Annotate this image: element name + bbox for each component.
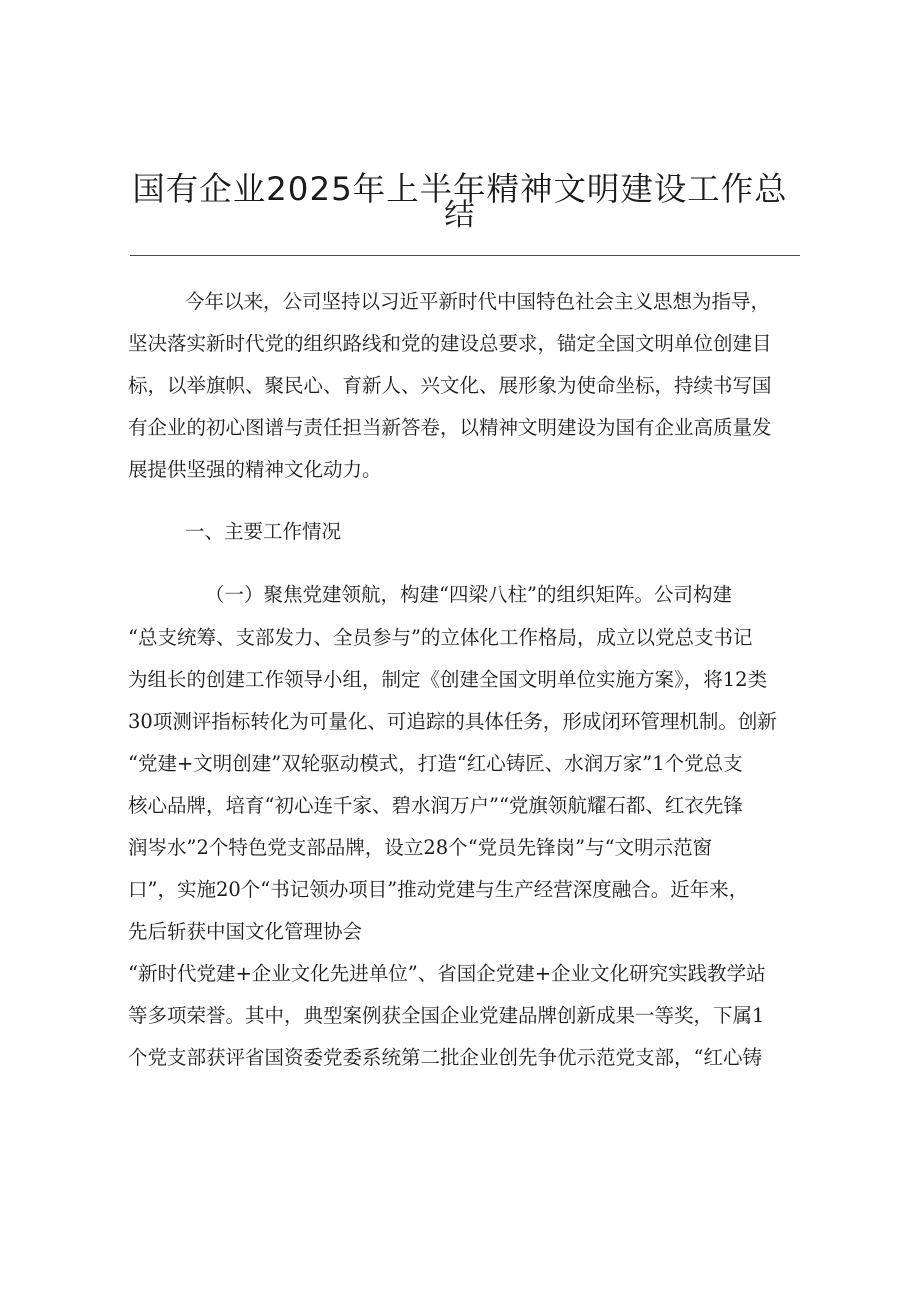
title-divider: [130, 255, 800, 256]
body-line-9: 先后斩获中国文化管理协会: [128, 920, 363, 943]
body-line-3: 为组长的创建工作领导小组，制定《创建全国文明单位实施方案》，将12类: [128, 668, 768, 691]
document-title-line-1: 国有企业2025年上半年精神文明建设工作总: [132, 170, 788, 208]
document-title-line-2: 结: [444, 198, 476, 233]
body-line-8: 口”，实施20个“书记领办项目”推动党建与生产经营深度融合。近年来，: [128, 878, 749, 901]
intro-line-5: 展提供坚强的精神文化动力。: [128, 458, 382, 481]
body-line-12: 个党支部获评省国资委党委系统第二批企业创先争优示范党支部，“红心铸: [128, 1046, 762, 1069]
body-line-1: （一）聚焦党建领航，构建“四梁八柱”的组织矩阵。公司构建: [205, 583, 732, 606]
body-line-11: 等多项荣誉。其中，典型案例获全国企业党建品牌创新成果一等奖，下属1: [128, 1004, 765, 1027]
body-line-10: “新时代党建+企业文化先进单位”、省国企党建+企业文化研究实践教学站: [128, 962, 766, 985]
intro-line-4: 有企业的初心图谱与责任担当新答卷，以精神文明建设为国有企业高质量发: [128, 416, 772, 439]
body-line-4: 30项测评指标转化为可量化、可追踪的具体任务，形成闭环管理机制。创新: [128, 710, 777, 733]
intro-line-1: 今年以来，公司坚持以习近平新时代中国特色社会主义思想为指导，: [185, 290, 771, 313]
body-line-6: 核心品牌，培育“初心连千家、碧水润万户”“党旗领航耀石都、红衣先锋: [128, 794, 743, 817]
body-line-2: “总支统筹、支部发力、全员参与”的立体化工作格局，成立以党总支书记: [128, 626, 753, 649]
body-line-5: “党建+文明创建”双轮驱动模式，打造“红心铸匠、水润万家”1个党总支: [128, 752, 743, 775]
section-heading: 一、主要工作情况: [185, 520, 342, 543]
body-line-7: 润岑水”2个特色党支部品牌，设立28个“党员先锋岗”与“文明示范窗: [128, 836, 713, 859]
intro-line-2: 坚决落实新时代党的组织路线和党的建设总要求，锚定全国文明单位创建目: [128, 332, 772, 355]
intro-line-3: 标，以举旗帜、聚民心、育新人、兴文化、展形象为使命坐标，持续书写国: [128, 374, 772, 397]
